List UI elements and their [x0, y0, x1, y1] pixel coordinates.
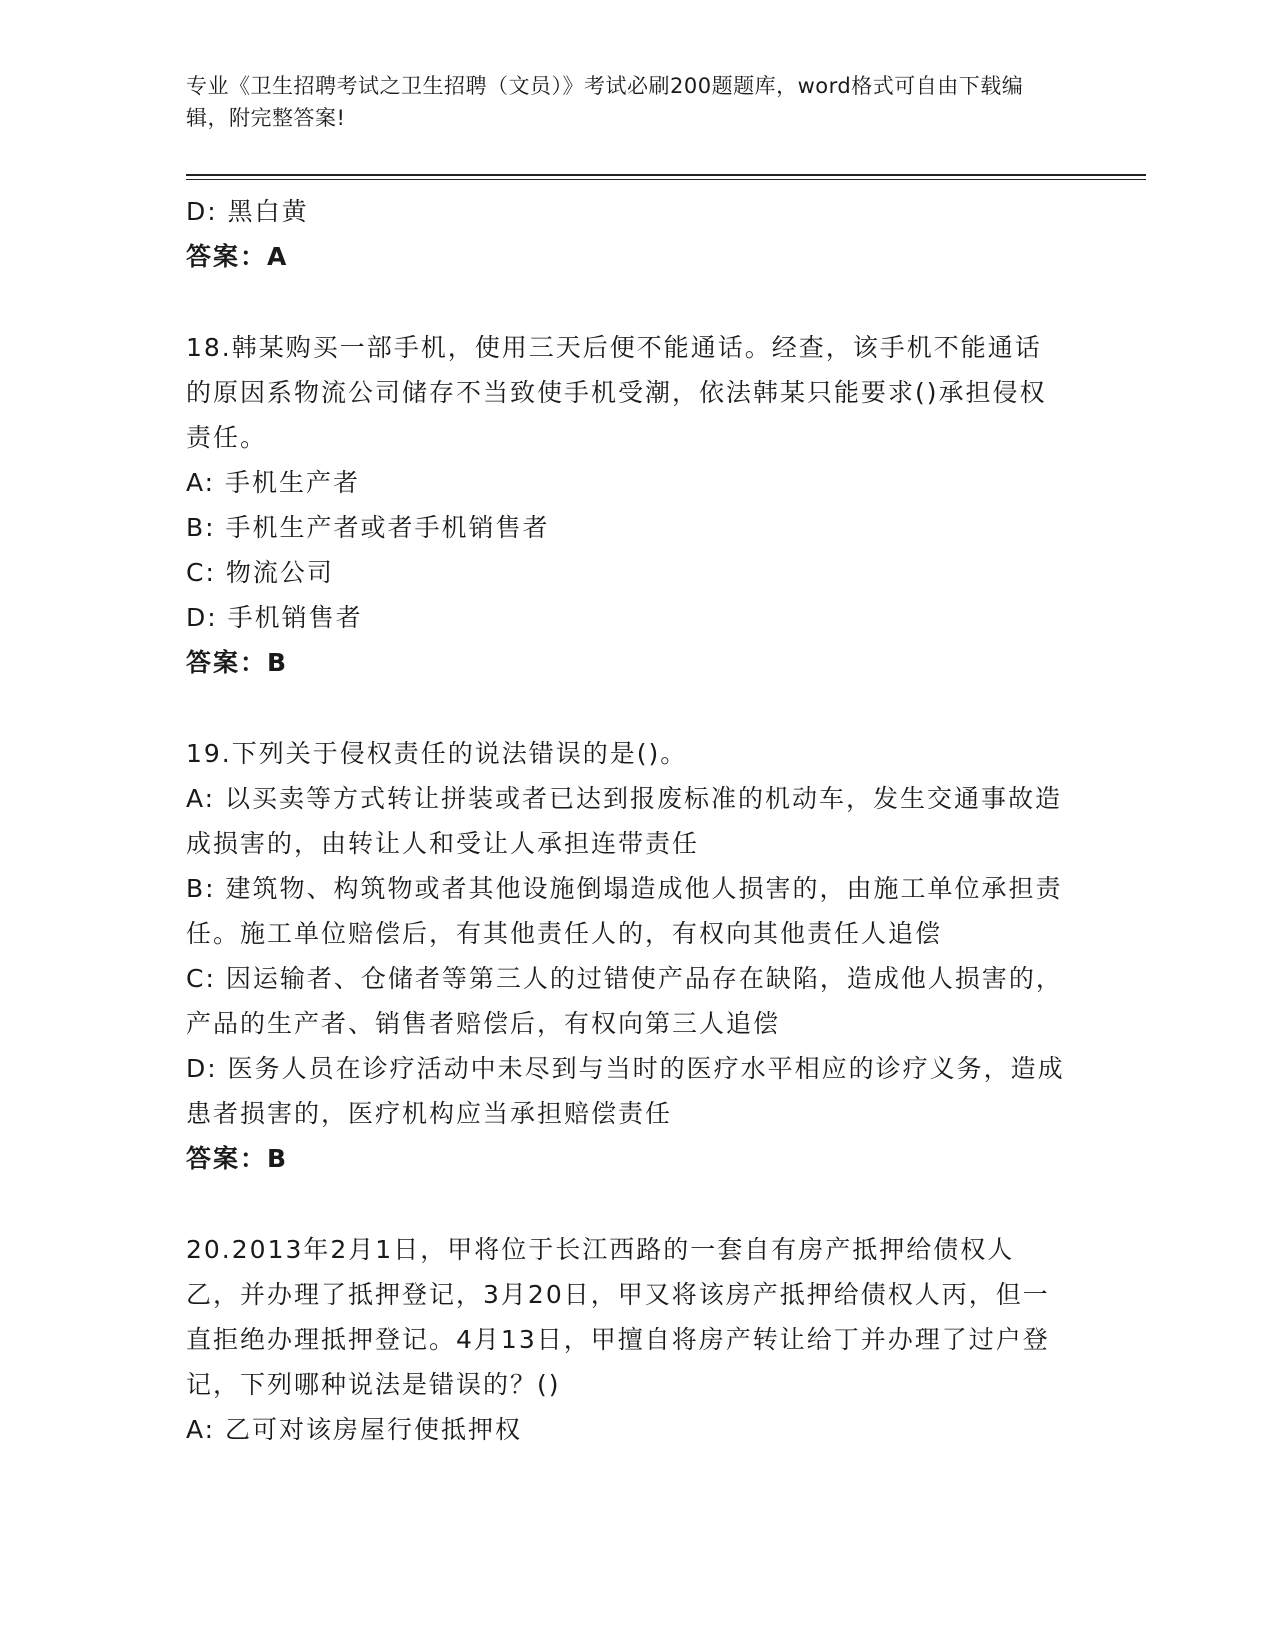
q19-answer: 答案：B — [186, 1144, 289, 1173]
document-page — [186, 70, 1146, 1452]
q18-option-c: C: 物流公司 — [186, 558, 334, 587]
document-header: 专业《卫生招聘考试之卫生招聘（文员）》考试必刷200题题库，word格式可自由下载编辑，附完整答案! — [186, 74, 1024, 130]
q17-option-d: D: 黑白黄 — [186, 197, 309, 226]
q20-option-a: A: 乙可对该房屋行使抵押权 — [186, 1415, 523, 1444]
question-content — [186, 189, 1066, 1452]
spacer — [186, 279, 1066, 325]
q20-stem: 20.2013年2月1日，甲将位于长江西路的一套自有房产抵押给债权人乙，并办理了抵押登记，3月20日，甲又将该房产抵押给债权人丙，但一直拒绝办理抵押登记。4月13日，甲擅自将房产转让给丁并办理了过户登记，下列哪种说法是错误的？() — [186, 1235, 1050, 1399]
spacer — [186, 685, 1066, 731]
q18-option-d: D: 手机销售者 — [186, 603, 363, 632]
q19-option-c: C: 因运输者、仓储者等第三人的过错使产品存在缺陷，造成他人损害的，产品的生产者、销售者赔偿后，有权向第三人追偿 — [186, 964, 1063, 1038]
q19-option-a: A: 以买卖等方式转让拼装或者已达到报废标准的机动车，发生交通事故造成损害的，由转让人和受让人承担连带责任 — [186, 784, 1063, 858]
q17-answer: 答案：A — [186, 242, 289, 271]
q18-option-b: B: 手机生产者或者手机销售者 — [186, 513, 550, 542]
q18-answer: 答案：B — [186, 648, 289, 677]
header-rule-thick — [186, 174, 1146, 176]
header-rule-thin — [186, 179, 1146, 180]
spacer — [186, 1181, 1066, 1227]
q19-stem: 19.下列关于侵权责任的说法错误的是()。 — [186, 739, 688, 768]
q19-option-b: B: 建筑物、构筑物或者其他设施倒塌造成他人损害的，由施工单位承担责任。施工单位赔偿后，有其他责任人的，有权向其他责任人追偿 — [186, 874, 1063, 948]
q18-stem: 18.韩某购买一部手机，使用三天后便不能通话。经查，该手机不能通话的原因系物流公司储存不当致使手机受潮，依法韩某只能要求()承担侵权责任。 — [186, 333, 1047, 452]
q18-option-a: A: 手机生产者 — [186, 468, 361, 497]
q19-option-d: D: 医务人员在诊疗活动中未尽到与当时的医疗水平相应的诊疗义务，造成患者损害的，医疗机构应当承担赔偿责任 — [186, 1054, 1065, 1128]
